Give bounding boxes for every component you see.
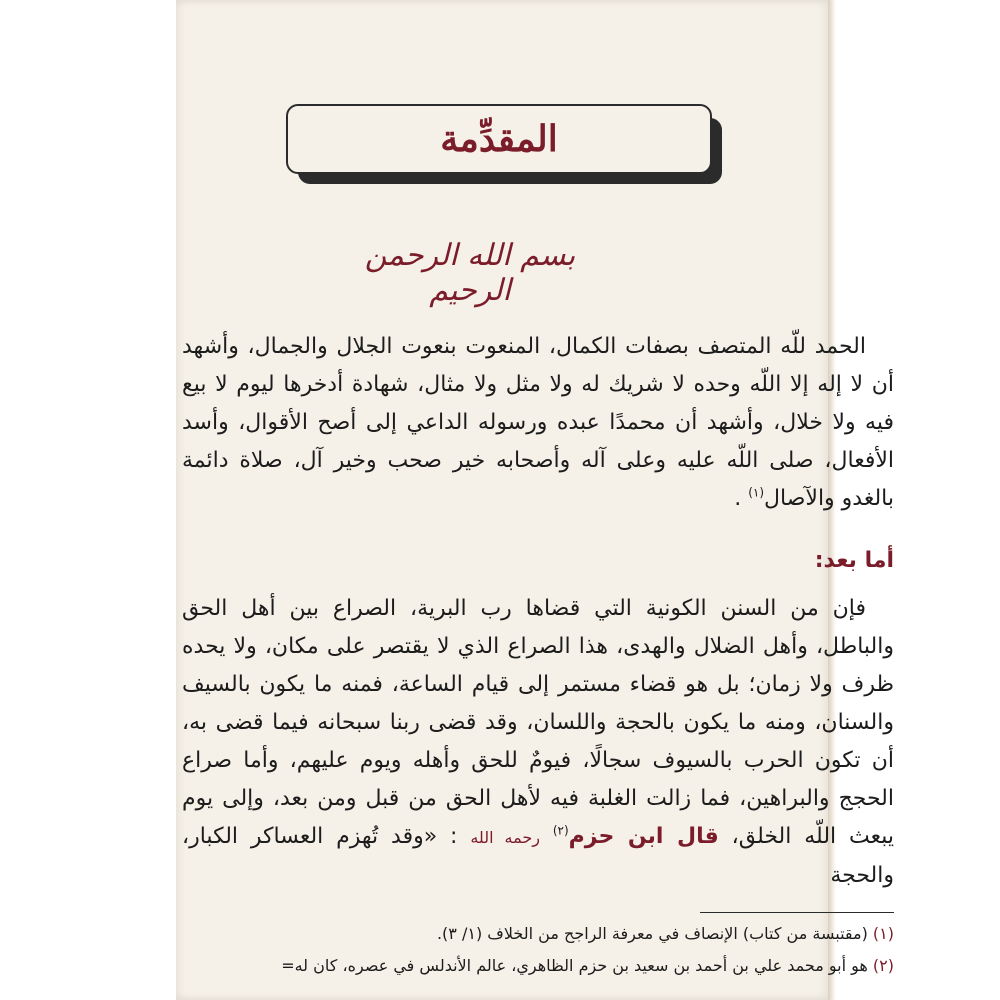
footnote-ref-2: (٢)	[552, 823, 569, 838]
footnotes	[182, 918, 894, 998]
section-heading: أما بعد:	[814, 548, 894, 573]
title-box	[286, 104, 712, 174]
honorific-glyph: رحمه الله	[470, 828, 540, 847]
footnote-number: (٢)	[872, 956, 894, 975]
footnote-text: هو أبو محمد علي بن أحمد بن سعيد بن حزم الظاهري، عالم الأندلس في عصره، كان له=	[281, 956, 868, 975]
footnote-text: (مقتبسة من كتاب) الإنصاف في معرفة الراجح من الخلاف (١/ ٣).	[436, 924, 868, 943]
footnote-number: (١)	[872, 924, 894, 943]
basmala-calligraphy: بسم الله الرحمن الرحيم	[364, 238, 576, 308]
chapter-title: المقدِّمة	[440, 118, 558, 160]
quoted-author: قال ابن حزم	[568, 824, 719, 849]
intro-text: الحمد للّه المتصف بصفات الكمال، المنعوت بنعوت الجلال والجمال، وأشهد أن لا إله إلا اللّه وحده لا شريك له ولا مثل ولا مثال، شهادة أدخرها ليوم لا بيع فيه ولا خلال، وأشهد أن محمدًا عبده ورسوله الداعي إلى أصح الأقوال، وأسد الأفعال، صلى اللّه عليه وعلى آله وأصحابه خير صحب وخير آل، صلاة دائمة بالغدو والآصال	[182, 334, 894, 511]
main-text-after: : «وقد تُهزم العساكر الكبار، والحجة	[182, 824, 894, 888]
main-paragraph	[182, 590, 894, 920]
footnote-divider	[700, 912, 894, 913]
footnote-1	[182, 918, 894, 950]
intro-end: .	[734, 486, 742, 511]
intro-paragraph	[182, 328, 894, 548]
footnote-2	[182, 950, 894, 982]
main-text-before: فإن من السنن الكونية التي قضاها رب البرية، الصراع بين أهل الحق والباطل، وأهل الضلال والهدى، هذا الصراع الذي لا يقتصر على مكان، ولا يحده ظرف ولا زمان؛ بل هو قضاء مستمر إلى قيام الساعة، فمنه ما يكون بالسيف والسنان، ومنه ما يكون بالحجة واللسان، وقد قضى ربنا سبحانه فيما قضى به، أن تكون الحرب بالسيوف سجالًا، فيومٌ للحق وأهله ويوم عليهم، وأما صراع الحجج والبراهين، فما زالت الغلبة فيه لأهل الحق من قبل ومن بعد، وإلى يوم يبعث اللّه الخلق،	[182, 596, 894, 849]
footnote-ref-1: (١)	[748, 485, 765, 500]
